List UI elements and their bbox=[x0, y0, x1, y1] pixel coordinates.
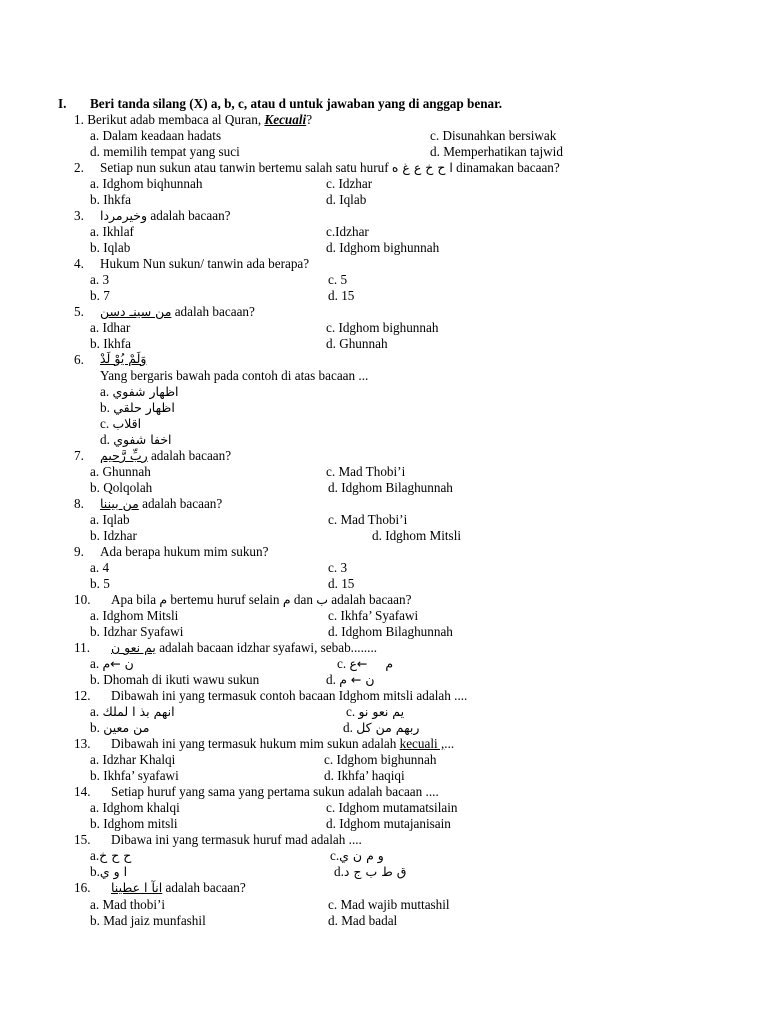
q12-option-c-letter: c. bbox=[346, 704, 356, 719]
q6-option-d-arabic: اخفا شفوي bbox=[113, 432, 172, 447]
question-5-text: adalah bacaan? bbox=[171, 304, 255, 319]
question-13 bbox=[111, 736, 454, 752]
q16-option-c[interactable]: c. Mad wajib muttashil bbox=[328, 897, 450, 912]
question-5-arabic: من سينـ دسن bbox=[100, 304, 172, 319]
q10-option-a[interactable]: a. Idghom Mitsli bbox=[90, 608, 179, 623]
question-7-number: 7. bbox=[74, 448, 84, 463]
q3-option-c[interactable]: c.Idzhar bbox=[326, 224, 369, 239]
q16-option-a[interactable]: a. Mad thobi’i bbox=[90, 897, 166, 912]
question-12-number: 12. bbox=[74, 688, 91, 703]
question-9-text: Ada berapa hukum mim sukun? bbox=[100, 544, 269, 559]
question-7-arabic: ربِّ رَّحيم bbox=[100, 448, 148, 463]
question-10 bbox=[111, 592, 411, 608]
question-2-text: Setiap nun sukun atau tanwin bertemu salah satu huruf bbox=[100, 160, 392, 175]
section-instruction: Beri tanda silang (X) a, b, c, atau d untuk jawaban yang di anggap benar. bbox=[90, 96, 503, 111]
question-10-end: adalah bacaan? bbox=[328, 592, 412, 607]
q6-option-a[interactable] bbox=[100, 384, 179, 400]
question-3-number: 3. bbox=[74, 208, 84, 223]
question-13-emphasis: kecuali , bbox=[399, 736, 445, 751]
q13-option-c[interactable]: c. Idghom bighunnah bbox=[324, 752, 437, 767]
question-5 bbox=[100, 304, 255, 320]
question-8-arabic: من بيننا bbox=[100, 496, 139, 511]
question-8-text: adalah bacaan? bbox=[138, 496, 223, 511]
q12-option-a[interactable] bbox=[90, 704, 175, 720]
q6-option-d[interactable] bbox=[100, 432, 172, 448]
question-4-text: Hukum Nun sukun/ tanwin ada berapa? bbox=[100, 256, 310, 271]
q6-option-b[interactable] bbox=[100, 400, 175, 416]
q2-option-c[interactable]: c. Idzhar bbox=[326, 176, 373, 191]
question-1-emphasis: Kecuali bbox=[264, 112, 307, 127]
question-1-end: ? bbox=[306, 112, 313, 127]
q11-option-d[interactable] bbox=[326, 672, 375, 688]
q4-option-a[interactable]: a. 3 bbox=[90, 272, 110, 287]
q5-option-c[interactable]: c. Idghom bighunnah bbox=[326, 320, 439, 335]
q6-option-b-arabic: اظهار حلقي bbox=[113, 400, 175, 415]
q14-option-a[interactable]: a. Idghom khalqi bbox=[90, 800, 180, 815]
question-3 bbox=[100, 208, 231, 224]
q4-option-b[interactable]: b. 7 bbox=[90, 288, 110, 303]
q6-option-c-arabic: اقلاب bbox=[112, 416, 142, 431]
question-16 bbox=[111, 880, 246, 896]
q15-option-b[interactable] bbox=[90, 864, 127, 880]
q9-option-a[interactable]: a. 4 bbox=[90, 560, 110, 575]
q11-option-d-letter: d. bbox=[326, 672, 336, 687]
q15-option-b-letter: b. bbox=[90, 864, 100, 879]
q2-option-d[interactable]: d. Iqlab bbox=[326, 192, 367, 207]
q9-option-c[interactable]: c. 3 bbox=[328, 560, 348, 575]
question-10-arabic-ba: ب bbox=[316, 592, 328, 607]
question-16-number: 16. bbox=[74, 880, 91, 895]
question-8 bbox=[100, 496, 222, 512]
q12-option-b-letter: b. bbox=[90, 720, 100, 735]
q15-option-a-letter: a. bbox=[90, 848, 100, 863]
q5-option-b[interactable]: b. Ikhfa bbox=[90, 336, 132, 351]
q15-option-d-arabic: ق ط ب ج د bbox=[343, 864, 407, 879]
question-13-end: ... bbox=[444, 736, 455, 751]
question-11 bbox=[111, 640, 377, 656]
q15-option-d-letter: d. bbox=[334, 864, 344, 879]
q5-option-d[interactable]: d. Ghunnah bbox=[326, 336, 388, 351]
q2-option-b[interactable]: b. Ihkfa bbox=[90, 192, 132, 207]
question-11-number: 11. bbox=[74, 640, 90, 655]
q12-option-d-arabic: ربهم من كل bbox=[356, 720, 420, 735]
q11-option-c[interactable] bbox=[337, 656, 393, 672]
q10-option-c[interactable]: c. Ikhfa’ Syafawi bbox=[328, 608, 419, 623]
question-10-arabic-mim: م bbox=[159, 592, 168, 607]
q7-option-b[interactable]: b. Qolqolah bbox=[90, 480, 153, 495]
question-6-text: Yang bergaris bawah pada contoh di atas bacaan ... bbox=[100, 368, 369, 383]
q9-option-b[interactable]: b. 5 bbox=[90, 576, 110, 591]
q6-option-c[interactable] bbox=[100, 416, 141, 432]
question-3-arabic: وخيرمردا bbox=[100, 208, 148, 223]
question-6-number: 6. bbox=[74, 352, 84, 367]
question-7-text: adalah bacaan? bbox=[147, 448, 232, 463]
q3-option-d[interactable]: d. Idghom bighunnah bbox=[326, 240, 440, 255]
q1-option-a[interactable]: a. Dalam keadaan hadats bbox=[90, 128, 222, 143]
q13-option-b[interactable]: b. Ikhfa’ syafawi bbox=[90, 768, 179, 783]
question-5-number: 5. bbox=[74, 304, 84, 319]
q2-option-a[interactable]: a. Idghom biqhunnah bbox=[90, 176, 203, 191]
q8-option-a[interactable]: a. Iqlab bbox=[90, 512, 130, 527]
question-10-text: Apa bila bbox=[111, 592, 160, 607]
question-10-number: 10. bbox=[74, 592, 91, 607]
q15-option-c[interactable] bbox=[330, 848, 384, 864]
q12-option-c[interactable] bbox=[346, 704, 404, 720]
q11-option-c-letter: c. bbox=[337, 656, 347, 671]
q13-option-d[interactable]: d. Ikhfa’ haqiqi bbox=[324, 768, 405, 783]
q3-option-b[interactable]: b. Iqlab bbox=[90, 240, 131, 255]
q11-option-a-arabic: ن ←م bbox=[102, 656, 134, 671]
q15-option-a-arabic: ح ح خ bbox=[99, 848, 132, 863]
question-2-arabic: ا ح خ ع غ ه bbox=[391, 160, 453, 175]
q4-option-c[interactable]: c. 5 bbox=[328, 272, 348, 287]
q6-option-b-letter: b. bbox=[100, 400, 110, 415]
question-6-arabic: وَلَمْ يُوْ لَدْ bbox=[100, 351, 147, 366]
question-10-arabic-mim-2: م bbox=[282, 592, 291, 607]
q12-option-d-letter: d. bbox=[343, 720, 353, 735]
question-13-text: Dibawah ini yang termasuk hukum mim sukun adalah bbox=[111, 736, 400, 751]
q1-option-c[interactable]: c. Disunahkan bersiwak bbox=[430, 128, 557, 143]
q7-option-c[interactable]: c. Mad Thobi’i bbox=[326, 464, 406, 479]
q11-option-a-letter: a. bbox=[90, 656, 100, 671]
question-7 bbox=[100, 448, 231, 464]
q15-option-c-letter: c. bbox=[330, 848, 340, 863]
q14-option-d[interactable]: d. Idghom mutajanisain bbox=[326, 816, 451, 831]
q14-option-b[interactable]: b. Idghom mitsli bbox=[90, 816, 178, 831]
q7-option-a[interactable]: a. Ghunnah bbox=[90, 464, 151, 479]
q15-option-b-arabic: ا و ي bbox=[99, 864, 128, 879]
q9-option-d[interactable]: d. 15 bbox=[328, 576, 355, 591]
q10-option-b[interactable]: b. Idzhar Syafawi bbox=[90, 624, 184, 639]
q10-option-d[interactable]: d. Idghom Bilaghunnah bbox=[328, 624, 453, 639]
q5-option-a[interactable]: a. Idhar bbox=[90, 320, 131, 335]
question-16-text: adalah bacaan? bbox=[162, 880, 246, 895]
q12-option-b[interactable] bbox=[90, 720, 149, 736]
q1-option-d-second[interactable]: d. Memperhatikan tajwid bbox=[430, 144, 563, 159]
q6-option-c-letter: c. bbox=[100, 416, 110, 431]
question-14-number: 14. bbox=[74, 784, 91, 799]
q1-option-d-first[interactable]: d. memilih tempat yang suci bbox=[90, 144, 240, 159]
question-15-text: Dibawa ini yang termasuk huruf mad adalah .... bbox=[111, 832, 362, 847]
question-15-number: 15. bbox=[74, 832, 91, 847]
question-2-number: 2. bbox=[74, 160, 84, 175]
question-13-number: 13. bbox=[74, 736, 91, 751]
q12-option-a-letter: a. bbox=[90, 704, 100, 719]
q11-option-a[interactable] bbox=[90, 656, 134, 672]
q6-option-a-arabic: اظهار شفوي bbox=[112, 384, 179, 399]
question-16-arabic: انآ ا عطينا bbox=[111, 880, 163, 895]
q14-option-c[interactable]: c. Idghom mutamatsilain bbox=[326, 800, 458, 815]
q12-option-c-arabic: يم نعو نو bbox=[358, 704, 405, 719]
question-10-middle: bertemu huruf selain bbox=[167, 592, 283, 607]
q13-option-a[interactable]: a. Idzhar Khalqi bbox=[90, 752, 176, 767]
question-1-text: 1. Berikut adab membaca al Quran, bbox=[74, 112, 265, 127]
q15-option-a[interactable] bbox=[90, 848, 131, 864]
question-12-text: Dibawah ini yang termasuk contoh bacaan Idghom mitsli adalah .... bbox=[111, 688, 468, 703]
question-2 bbox=[100, 160, 560, 176]
q3-option-a[interactable]: a. Ikhlaf bbox=[90, 224, 134, 239]
q16-option-b[interactable]: b. Mad jaiz munfashil bbox=[90, 913, 206, 928]
q12-option-b-arabic: من معين bbox=[103, 720, 150, 735]
q8-option-c[interactable]: c. Mad Thobi’i bbox=[328, 512, 408, 527]
q7-option-d[interactable]: d. Idghom Bilaghunnah bbox=[328, 480, 453, 495]
q16-option-d[interactable]: d. Mad badal bbox=[328, 913, 398, 928]
question-3-text: adalah bacaan? bbox=[147, 208, 231, 223]
question-9-number: 9. bbox=[74, 544, 84, 559]
question-14-text: Setiap huruf yang sama yang pertama sukun adalah bacaan .... bbox=[111, 784, 439, 799]
question-11-text: adalah bacaan idzhar syafawi, sebab........ bbox=[155, 640, 378, 655]
q15-option-d[interactable] bbox=[334, 864, 406, 880]
question-11-arabic: يم نعو ن bbox=[111, 640, 156, 655]
q8-option-b[interactable]: b. Idzhar bbox=[90, 528, 137, 543]
question-2-end: dinamakan bacaan? bbox=[452, 160, 560, 175]
question-1 bbox=[74, 112, 312, 128]
q12-option-a-arabic: انهم بذ ا لملك bbox=[102, 704, 175, 719]
q6-option-d-letter: d. bbox=[100, 432, 110, 447]
q15-option-c-arabic: و م ن ي bbox=[339, 848, 384, 863]
question-10-and: dan bbox=[290, 592, 317, 607]
q11-option-c-arabic: م ←ع bbox=[349, 656, 394, 671]
q6-option-a-letter: a. bbox=[100, 384, 110, 399]
q8-option-d[interactable]: d. Idghom Mitsli bbox=[372, 528, 462, 543]
q11-option-b[interactable]: b. Dhomah di ikuti wawu sukun bbox=[90, 672, 260, 687]
q12-option-d[interactable] bbox=[343, 720, 419, 736]
q4-option-d[interactable]: d. 15 bbox=[328, 288, 355, 303]
question-4-number: 4. bbox=[74, 256, 84, 271]
q11-option-d-arabic: ن ← م bbox=[339, 672, 375, 687]
question-8-number: 8. bbox=[74, 496, 84, 511]
section-numeral: I. bbox=[58, 96, 67, 111]
